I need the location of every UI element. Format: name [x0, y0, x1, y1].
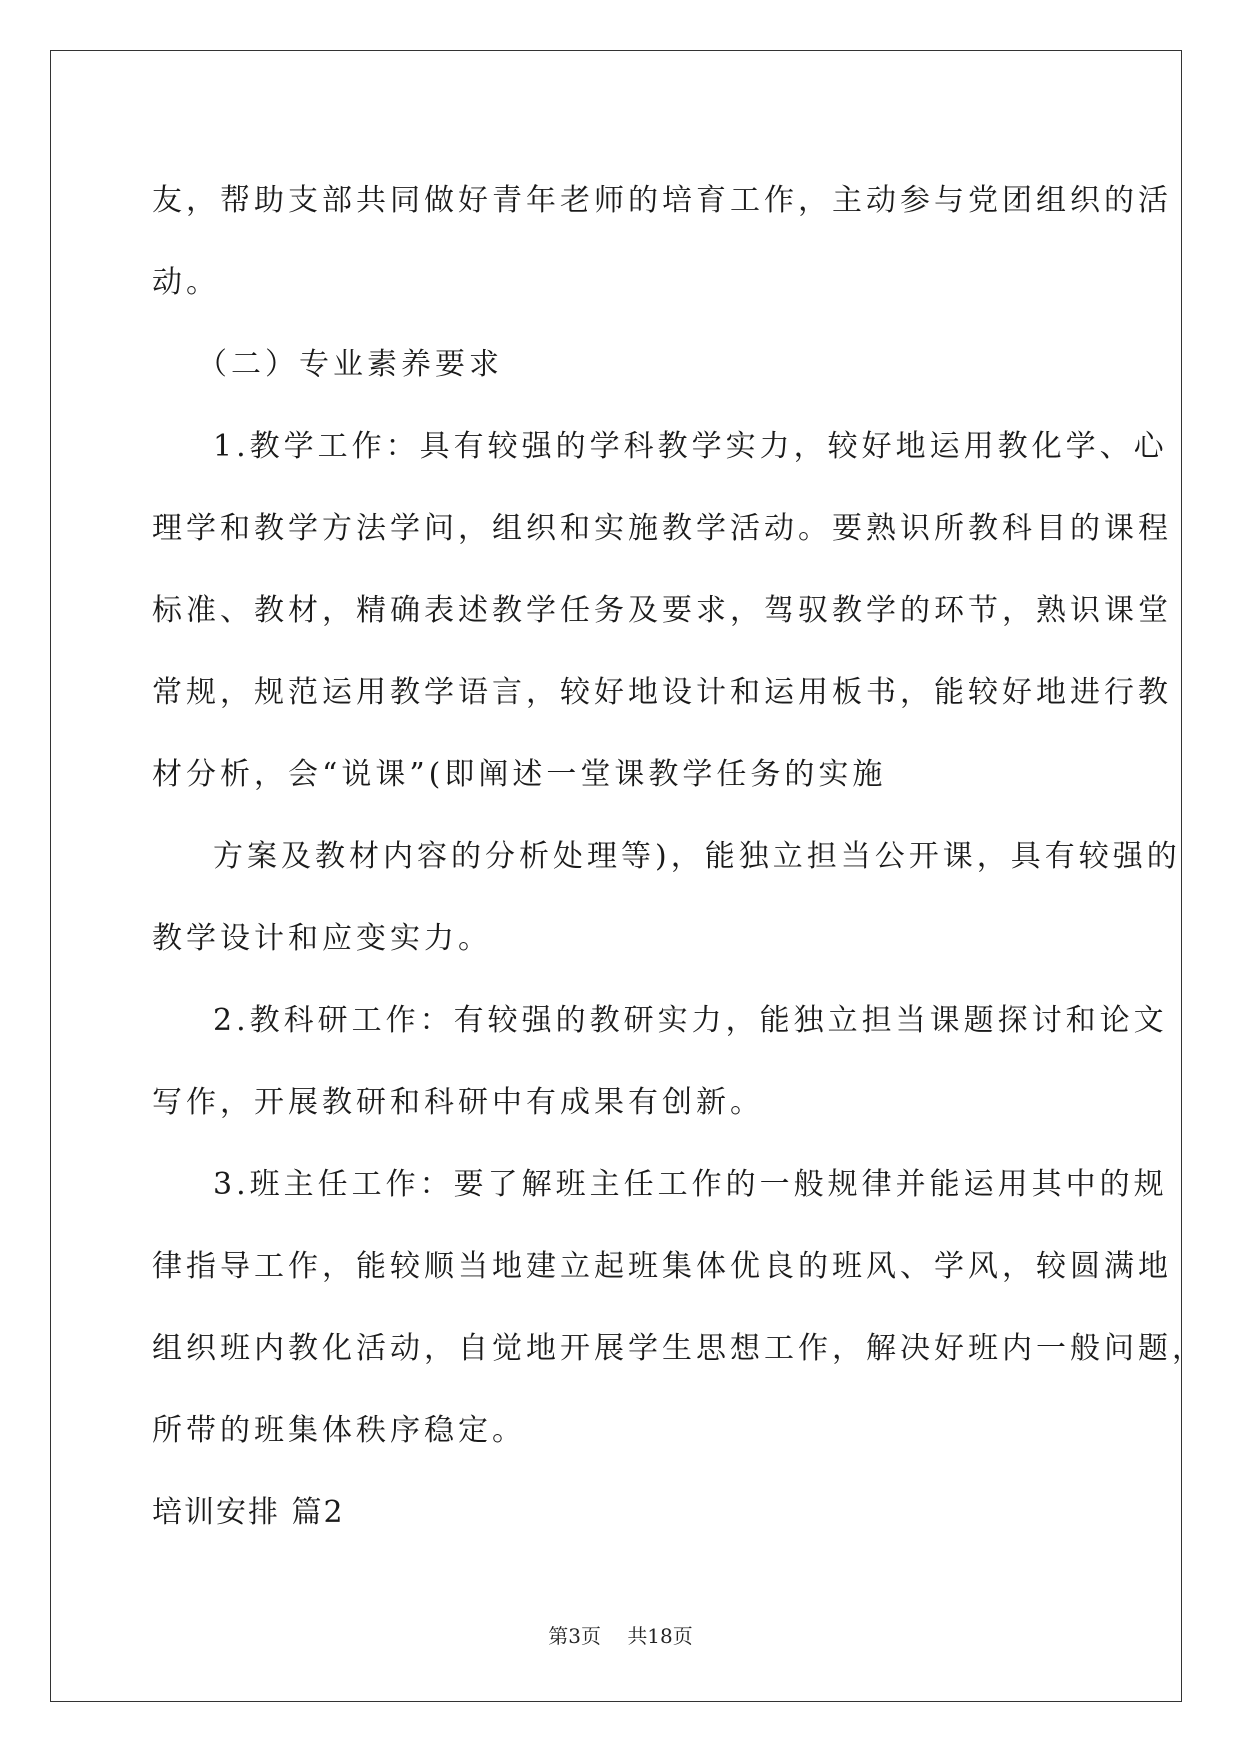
document-body — [152, 160, 1206, 1554]
paragraph-line: 1.教学工作：具有较强的学科教学实力，较好地运用教化学、心 — [213, 429, 1168, 464]
paragraph-line: 常规，规范运用教学语言，较好地设计和运用板书，能较好地进行教 — [152, 675, 1172, 710]
page-total: 共18页 — [627, 1624, 693, 1648]
paragraph-line: 组织班内教化活动，自觉地开展学生思想工作，解决好班内一般问题， — [152, 1331, 1206, 1366]
paragraph-line: 3.班主任工作：要了解班主任工作的一般规律并能运用其中的规 — [213, 1167, 1168, 1202]
paragraph-line: 动。 — [152, 265, 220, 300]
paragraph-line: 2.教科研工作：有较强的教研实力，能独立担当课题探讨和论文 — [213, 1003, 1168, 1038]
page-footer — [0, 1620, 1241, 1649]
paragraph-line: 理学和教学方法学问，组织和实施教学活动。要熟识所教科目的课程 — [152, 511, 1172, 546]
paragraph-line: 律指导工作，能较顺当地建立起班集体优良的班风、学风，较圆满地 — [152, 1249, 1172, 1284]
paragraph-line: 方案及教材内容的分析处理等)，能独立担当公开课，具有较强的 — [213, 839, 1181, 874]
paragraph-line: 材分析，会“说课”(即阐述一堂课教学任务的实施 — [152, 757, 887, 792]
paragraph-line: 写作，开展教研和科研中有成果有创新。 — [152, 1085, 764, 1120]
paragraph-line: 友，帮助支部共同做好青年老师的培育工作，主动参与党团组织的活 — [152, 183, 1172, 218]
section-heading: （二）专业素养要求 — [197, 347, 503, 382]
chapter-heading: 培训安排 篇2 — [152, 1495, 345, 1530]
page-number: 第3页 — [548, 1624, 601, 1648]
paragraph-line: 标准、教材，精确表述教学任务及要求，驾驭教学的环节，熟识课堂 — [152, 593, 1172, 628]
paragraph-line: 所带的班集体秩序稳定。 — [152, 1413, 526, 1448]
paragraph-line: 教学设计和应变实力。 — [152, 921, 492, 956]
